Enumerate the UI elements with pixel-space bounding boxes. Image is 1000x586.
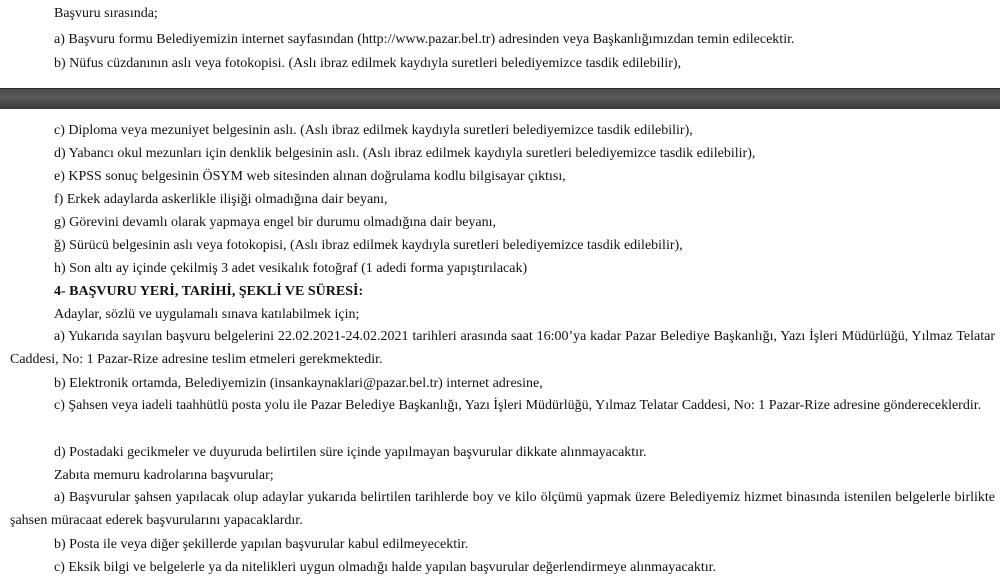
item-d-equivalence: d) Yabancı okul mezunları için denklik belgesinin aslı. (Aslı ibraz edilmek kaydıyla suretleri belediyemizce tasdik edilebilir), [54, 146, 756, 161]
zabita-item-b: b) Posta ile veya diğer şekillerde yapılan başvurular kabul edilmeyecektir. [54, 537, 469, 552]
section-4-heading: 4- BAŞVURU YERİ, TARİHİ, ŞEKLİ VE SÜRESİ: [54, 284, 364, 299]
item-c-diploma: c) Diploma veya mezuniyet belgesinin aslı. (Aslı ibraz edilmek kaydıyla suretleri belediyemizce tasdik edilebilir), [54, 123, 693, 138]
section-4-item-a: a) Yukarıda sayılan başvuru belgelerini 22.02.2021-24.02.2021 tarihleri arasında saat 16:00’ya kadar Pazar Belediye Başkanlığı, Yazı İşleri Müdürlüğü, Yılmaz Telatar Caddesi, No: 1 Pazar-Rize adresine teslim etmeleri gerekmektedir. [10, 329, 995, 367]
item-g-health: g) Görevini devamlı olarak yapmaya engel bir durumu olmadığına dair beyanı, [54, 215, 497, 230]
item-b-id-card: b) Nüfus cüzdanının aslı veya fotokopisi. (Aslı ibraz edilmek kaydıyla suretleri belediyemizce tasdik edilebilir), [54, 56, 682, 71]
item-h-photos: h) Son altı ay içinde çekilmiş 3 adet vesikalık fotoğraf (1 adedi forma yapıştırılacak) [54, 261, 528, 276]
item-gb-license: ğ) Sürücü belgesinin aslı veya fotokopisi, (Aslı ibraz edilmek kaydıyla suretleri belediyemizce tasdik edilebilir), [54, 238, 683, 253]
application-heading: Başvuru sırasında; [54, 6, 158, 21]
item-a-form: a) Başvuru formu Belediyemizin internet sayfasından (http://www.pazar.bel.tr) adresinden veya Başkanlığımızdan temin edilecektir. [54, 32, 795, 47]
item-f-military: f) Erkek adaylarda askerlikle ilişiği olmadığına dair beyanı, [54, 192, 388, 207]
section-4-item-d: d) Postadaki gecikmeler ve duyuruda belirtilen süre içinde yapılmayan başvurular dikkate alınmayacaktır. [54, 445, 647, 460]
item-e-kpss: e) KPSS sonuç belgesinin ÖSYM web sitesinden alınan doğrulama kodlu bilgisayar çıktısı, [54, 169, 566, 184]
section-4-item-c: c) Şahsen veya iadeli taahhütlü posta yolu ile Pazar Belediye Başkanlığı, Yazı İşleri Müdürlüğü, Yılmaz Telatar Caddesi, No: 1 Pazar-Rize adresine göndereceklerdir. [54, 398, 982, 413]
page-break-divider [0, 88, 1000, 109]
section-4-intro: Adaylar, sözlü ve uygulamalı sınava katılabilmek için; [54, 307, 360, 322]
zabita-item-c: c) Eksik bilgi ve belgelerle ya da nitelikleri uygun olmadığı halde yapılan başvurular değerlendirmeye alınmayacaktır. [54, 560, 717, 575]
zabita-heading: Zabıta memuru kadrolarına başvurular; [54, 468, 274, 483]
section-4-item-b: b) Elektronik ortamda, Belediyemizin (insankaynaklari@pazar.bel.tr) internet adresine, [54, 376, 543, 391]
zabita-item-a: a) Başvurular şahsen yapılacak olup adaylar yukarıda belirtilen tarihlerde boy ve kilo ölçümü yapmak üzere Belediyemiz hizmet binasında istenilen belgelerle birlikte şahsen müracaat ederek başvurularını yapacaklardır. [10, 490, 995, 528]
